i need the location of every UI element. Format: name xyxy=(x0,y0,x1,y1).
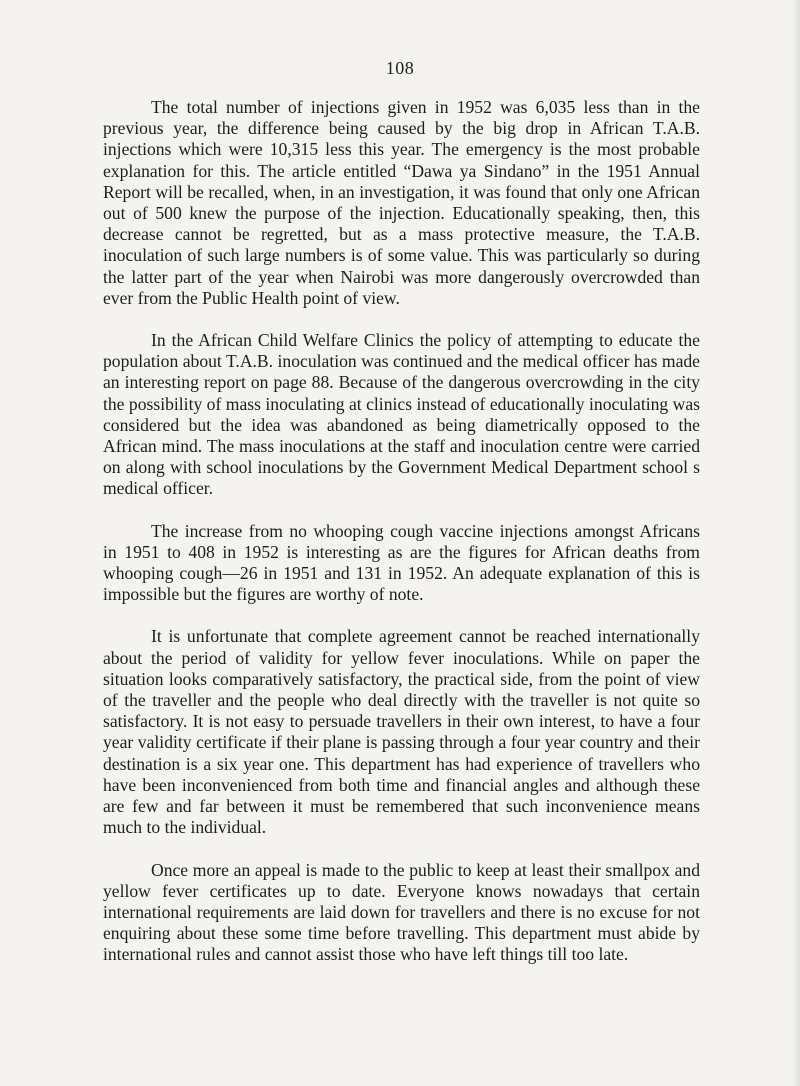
body-text xyxy=(103,97,700,987)
paragraph-certificates-appeal: Once more an appeal is made to the public to keep at least their smallpox and yellow fever certificates up to date. Everyone knows nowadays that certain international requirements are laid down for travellers and there is no excuse for not enquiring about these some time before travelling. This department must abide by international rules and cannot assist those who have left things till too late. xyxy=(103,859,700,965)
paragraph-child-welfare-clinics: In the African Child Welfare Clinics the policy of attempting to educate the population about T.A.B. inoculation was continued and the medical officer has made an interesting report on page 88. Because of the dangerous overcrowding in the city the possibility of mass inoculating at clinics instead of educationally inoculating was considered but the idea was abandoned as being diametrically opposed to the African mind. The mass inoculations at the staff and inoculation centre were carried on along with school inoculations by the Government Medical Department school s medical officer. xyxy=(103,330,700,499)
page-edge-shadow xyxy=(792,0,800,1086)
page-number: 108 xyxy=(385,58,415,78)
paragraph-whooping-cough: The increase from no whooping cough vaccine injections amongst Africans in 1951 to 408 in 1952 is interesting as are the figures for African deaths from whooping cough—26 in 1951 and 131 in 1952. An adequate explanation of this is impossible but the figures are worthy of note. xyxy=(103,520,700,605)
paragraph-injections-total: The total number of injections given in 1952 was 6,035 less than in the previous year, the difference being caused by the big drop in African T.A.B. injections which were 10,315 less this year. The emergency is the most probable explanation for this. The article entitled “Dawa ya Sindano” in the 1951 Annual Report will be recalled, when, in an investigation, it was found that only one African out of 500 knew the purpose of the injection. Educationally speaking, then, this decrease cannot be regretted, but as a mass protective measure, the T.A.B. inoculation of such large numbers is of some value. This was particularly so during the latter part of the year when Nairobi was more dangerously overcrowded than ever from the Public Health point of view. xyxy=(103,97,700,308)
paragraph-yellow-fever-validity: It is unfortunate that complete agreement cannot be reached internationally about the period of validity for yellow fever inoculations. While on paper the situation looks comparatively satisfactory, the practical side, from the point of view of the traveller and the people who deal directly with the traveller is not quite so satisfactory. It is not easy to persuade travellers in their own interest, to have a four year validity certificate if their plane is passing through a four year country and their destination is a six year one. This department has had experience of travellers who have been inconvenienced from both time and financial angles and although these are few and far between it must be remembered that such inconvenience means much to the individual. xyxy=(103,626,700,838)
